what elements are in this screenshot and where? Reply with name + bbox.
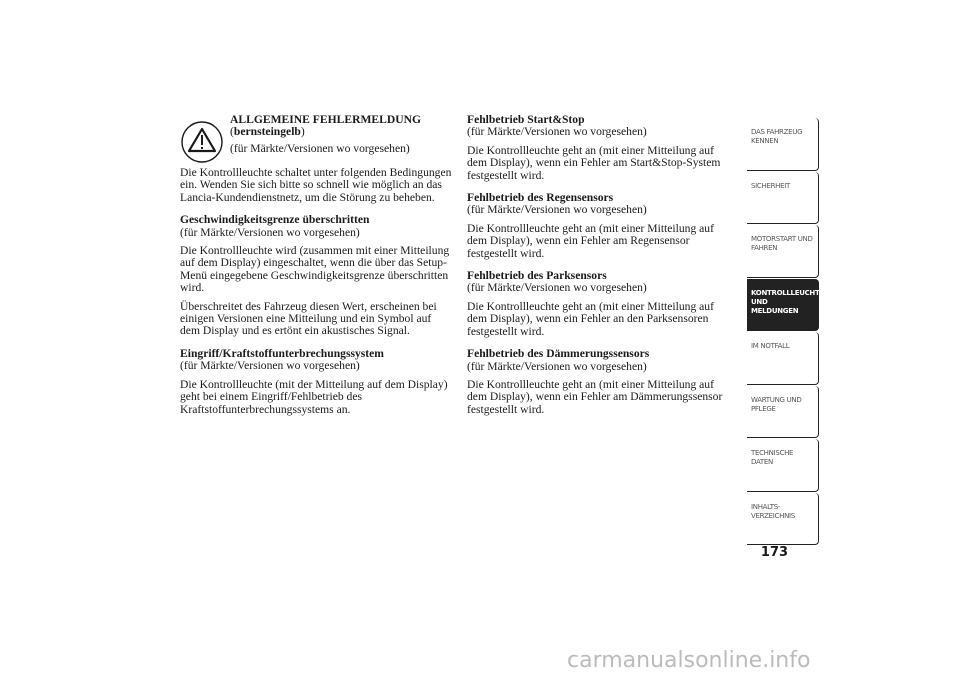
section-heading: Fehlbetrieb des Regensensors [467, 191, 614, 205]
section-fuel-cutoff [180, 348, 452, 416]
right-column [467, 114, 732, 422]
warning-title: ALLGEMEINE FEHLERMELDUNG [230, 113, 421, 126]
tab-das-fahrzeug-kennen[interactable]: DAS FAHRZEUG KENNEN [747, 118, 819, 171]
intro-paragraph: Die Kontrollleuchte schaltet unter folgenden Bedingungen ein. Wenden Sie sich bitte so schnell wie möglich an das Lancia-Kundendienstnetz, um die Störung zu beheben. [180, 166, 452, 204]
page-number: 173 [760, 545, 789, 560]
warning-color: bernsteingelb [233, 125, 301, 139]
section-paragraph: Die Kontrollleuchte (mit der Mitteilung auf dem Display) geht bei einem Eingriff/Fehlbetrieb des Kraftstoffunterbrechungssystems an. [180, 377, 448, 416]
tab-technische-daten[interactable]: TECHNISCHE DATEN [747, 439, 819, 492]
warning-markets: (für Märkte/Versionen wo vorgesehen) [230, 141, 410, 155]
section-paragraph: Überschreitet des Fahrzeug diesen Wert, erscheinen bei einigen Versionen eine Mitteilung und ein Symbol auf dem Display und es ertönt ein akustisches Signal. [180, 299, 437, 338]
chapter-tabs [747, 118, 830, 546]
section-markets: (für Märkte/Versionen wo vorgesehen) [467, 281, 647, 295]
section-markets: (für Märkte/Versionen wo vorgesehen) [467, 359, 647, 373]
general-warning-block [180, 114, 452, 164]
tab-inhaltsverzeichnis[interactable]: INHALTS- VERZEICHNIS [747, 493, 819, 546]
tab-motorstart-und-fahren[interactable]: MOTORSTART UND FAHREN [747, 225, 819, 278]
section-markets: (für Märkte/Versionen wo vorgesehen) [467, 203, 647, 217]
section-markets: (für Märkte/Versionen wo vorgesehen) [467, 125, 647, 139]
section-rain-sensor [467, 192, 732, 260]
warning-text [230, 114, 455, 155]
section-heading: Fehlbetrieb des Dämmerungssensors [467, 347, 650, 361]
tab-wartung-und-pflege[interactable]: WARTUNG UND PFLEGE [747, 386, 819, 439]
section-start-stop [467, 114, 732, 182]
section-paragraph: Die Kontrollleuchte geht an (mit einer Mitteilung auf dem Display), wenn ein Fehler am Dämmerungssensor festgestellt wird. [467, 377, 723, 416]
section-paragraph: Die Kontrollleuchte geht an (mit einer Mitteilung auf dem Display), wenn ein Fehler am Regensensor festgestellt wird. [467, 221, 714, 260]
warning-subtitle: (bernsteingelb) [230, 125, 305, 139]
section-park-sensor [467, 270, 732, 338]
section-heading: Fehlbetrieb des Parksensors [467, 269, 607, 283]
section-paragraph: Die Kontrollleuchte wird (zusammen mit einer Mitteilung auf dem Display) eingeschaltet, wenn die über das Setup-Menü eingegebene Geschwindigkeitsgrenze überschritten wird. [180, 244, 450, 295]
left-column [180, 167, 452, 422]
tab-kontrollleuchten-und-meldungen[interactable]: KONTROLLLEUCHTEN UND MELDUNGEN [747, 279, 819, 332]
tab-sicherheit[interactable]: SICHERHEIT [747, 172, 819, 225]
section-paragraph: Die Kontrollleuchte geht an (mit einer Mitteilung auf dem Display), wenn ein Fehler am Start&Stop-System festgestellt wird. [467, 143, 721, 182]
section-twilight-sensor [467, 348, 732, 416]
section-heading: Geschwindigkeitsgrenze überschritten [180, 213, 370, 227]
section-markets: (für Märkte/Versionen wo vorgesehen) [180, 359, 360, 373]
watermark-text: carmanualsonline.info [567, 648, 811, 673]
section-speed-limit [180, 214, 452, 338]
warning-triangle-icon [180, 120, 224, 164]
section-heading: Eingriff/Kraftstoffunterbrechungssystem [180, 346, 384, 360]
section-paragraph: Die Kontrollleuchte geht an (mit einer Mitteilung auf dem Display), wenn ein Fehler an den Parksensoren festgestellt wird. [467, 299, 714, 338]
section-markets: (für Märkte/Versionen wo vorgesehen) [180, 225, 360, 239]
tab-im-notfall[interactable]: IM NOTFALL [747, 332, 819, 385]
section-heading: Fehlbetrieb Start&Stop [467, 113, 585, 126]
